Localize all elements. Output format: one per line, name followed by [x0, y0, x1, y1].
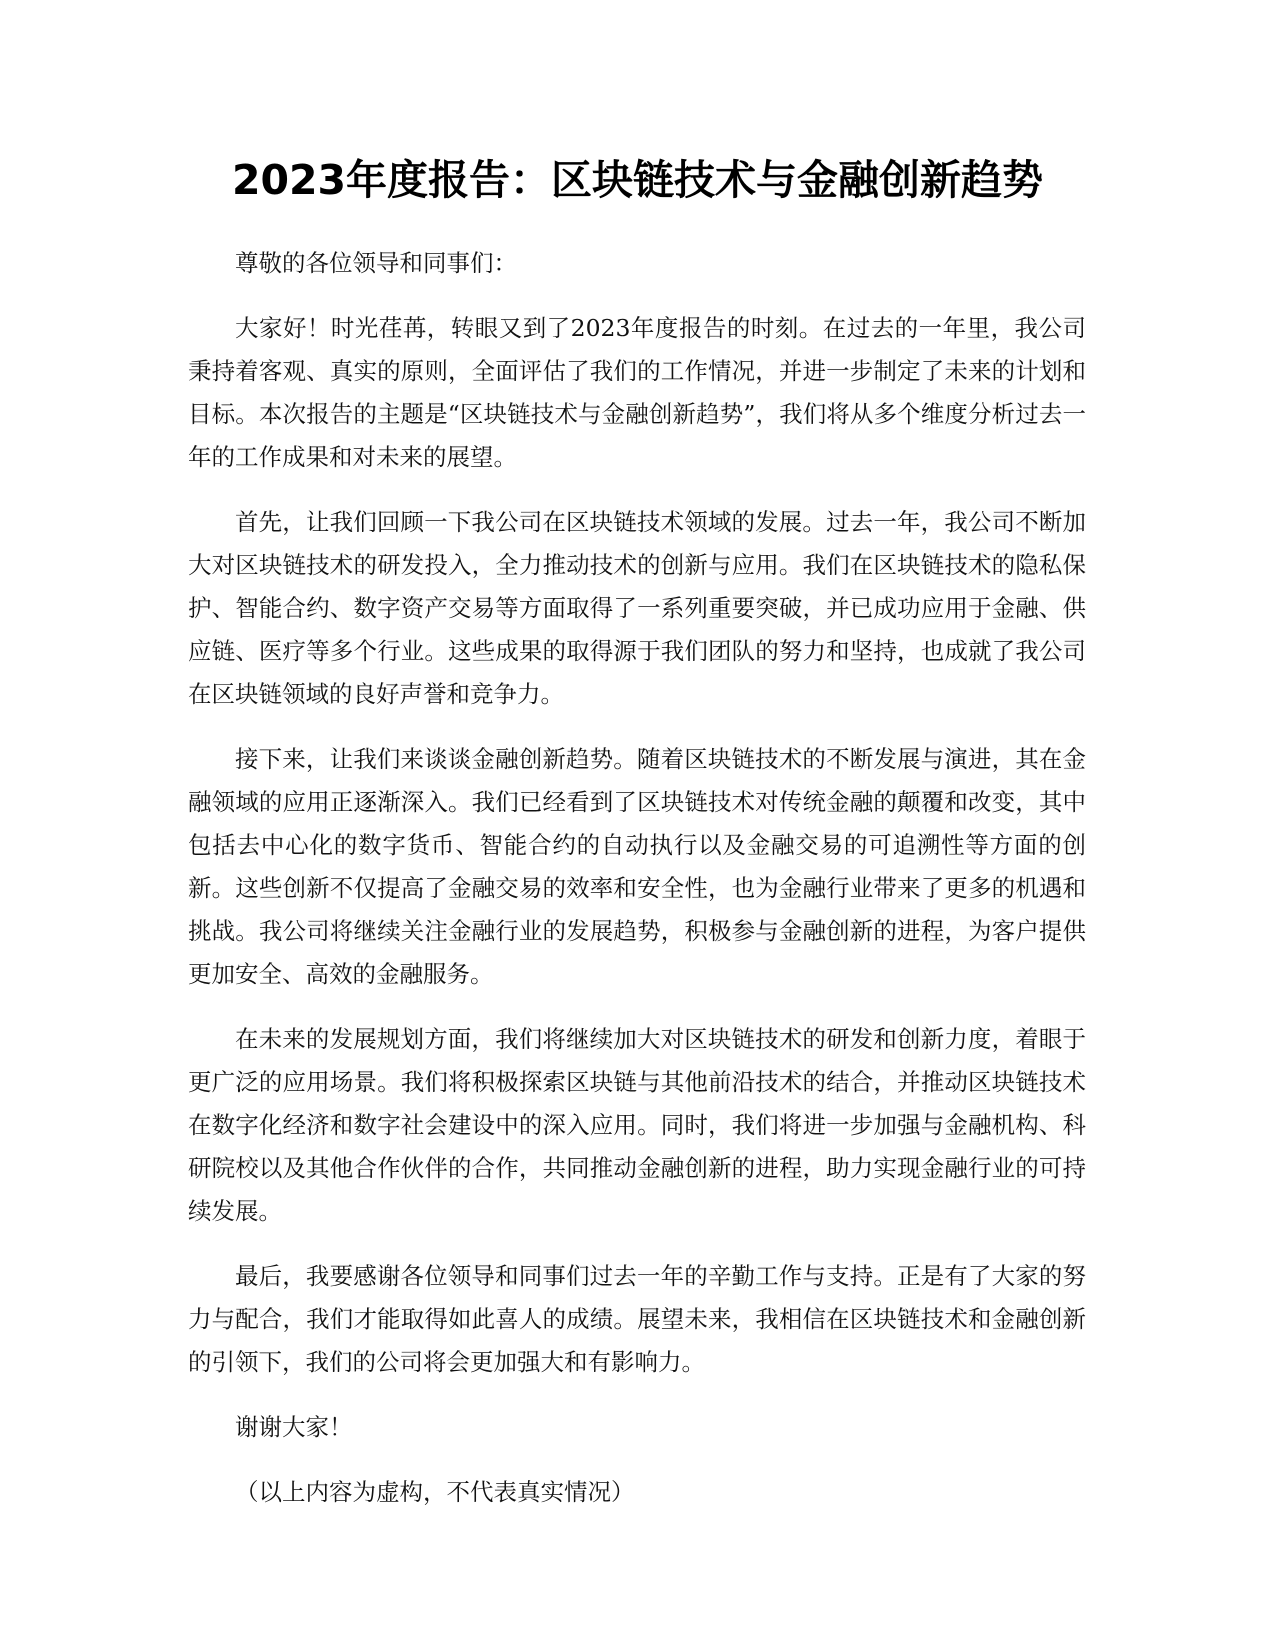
- salutation: 尊敬的各位领导和同事们：: [235, 249, 517, 277]
- paragraph-financial-innovation: 接下来，让我们来谈谈金融创新趋势。随着区块链技术的不断发展与演进，其在金融领域的应用正逐渐深入。我们已经看到了区块链技术对传统金融的颠覆和改变，其中包括去中心化的数字货币、智能合约的自动执行以及金融交易的可追溯性等方面的创新。这些创新不仅提高了金融交易的效率和安全性，也为金融行业带来了更多的机遇和挑战。我公司将继续关注金融行业的发展趋势，积极参与金融创新的进程，为客户提供更加安全、高效的金融服务。: [188, 745, 1086, 988]
- document-body: [188, 242, 1086, 1536]
- closing: 谢谢大家！: [235, 1413, 353, 1441]
- document-title: 2023年度报告：区块链技术与金融创新趋势: [231, 156, 1044, 204]
- paragraph-blockchain-development: 首先，让我们回顾一下我公司在区块链技术领域的发展。过去一年，我公司不断加大对区块链技术的研发投入，全力推动技术的创新与应用。我们在区块链技术的隐私保护、智能合约、数字资产交易等方面取得了一系列重要突破，并已成功应用于金融、供应链、医疗等多个行业。这些成果的取得源于我们团队的努力和坚持，也成就了我公司在区块链领域的良好声誉和竞争力。: [188, 508, 1086, 708]
- paragraph-thanks: 最后，我要感谢各位领导和同事们过去一年的辛勤工作与支持。正是有了大家的努力与配合，我们才能取得如此喜人的成绩。展望未来，我相信在区块链技术和金融创新的引领下，我们的公司将会更加强大和有影响力。: [188, 1262, 1086, 1376]
- paragraph-future-plan: 在未来的发展规划方面，我们将继续加大对区块链技术的研发和创新力度，着眼于更广泛的应用场景。我们将积极探索区块链与其他前沿技术的结合，并推动区块链技术在数字化经济和数字社会建设中的深入应用。同时，我们将进一步加强与金融机构、科研院校以及其他合作伙伴的合作，共同推动金融创新的进程，助力实现金融行业的可持续发展。: [188, 1025, 1086, 1225]
- paragraph-intro: 大家好！时光荏苒，转眼又到了2023年度报告的时刻。在过去的一年里，我公司秉持着客观、真实的原则，全面评估了我们的工作情况，并进一步制定了未来的计划和目标。本次报告的主题是“区块链技术与金融创新趋势”，我们将从多个维度分析过去一年的工作成果和对未来的展望。: [188, 314, 1086, 471]
- disclaimer: （以上内容为虚构，不代表真实情况）: [235, 1478, 635, 1506]
